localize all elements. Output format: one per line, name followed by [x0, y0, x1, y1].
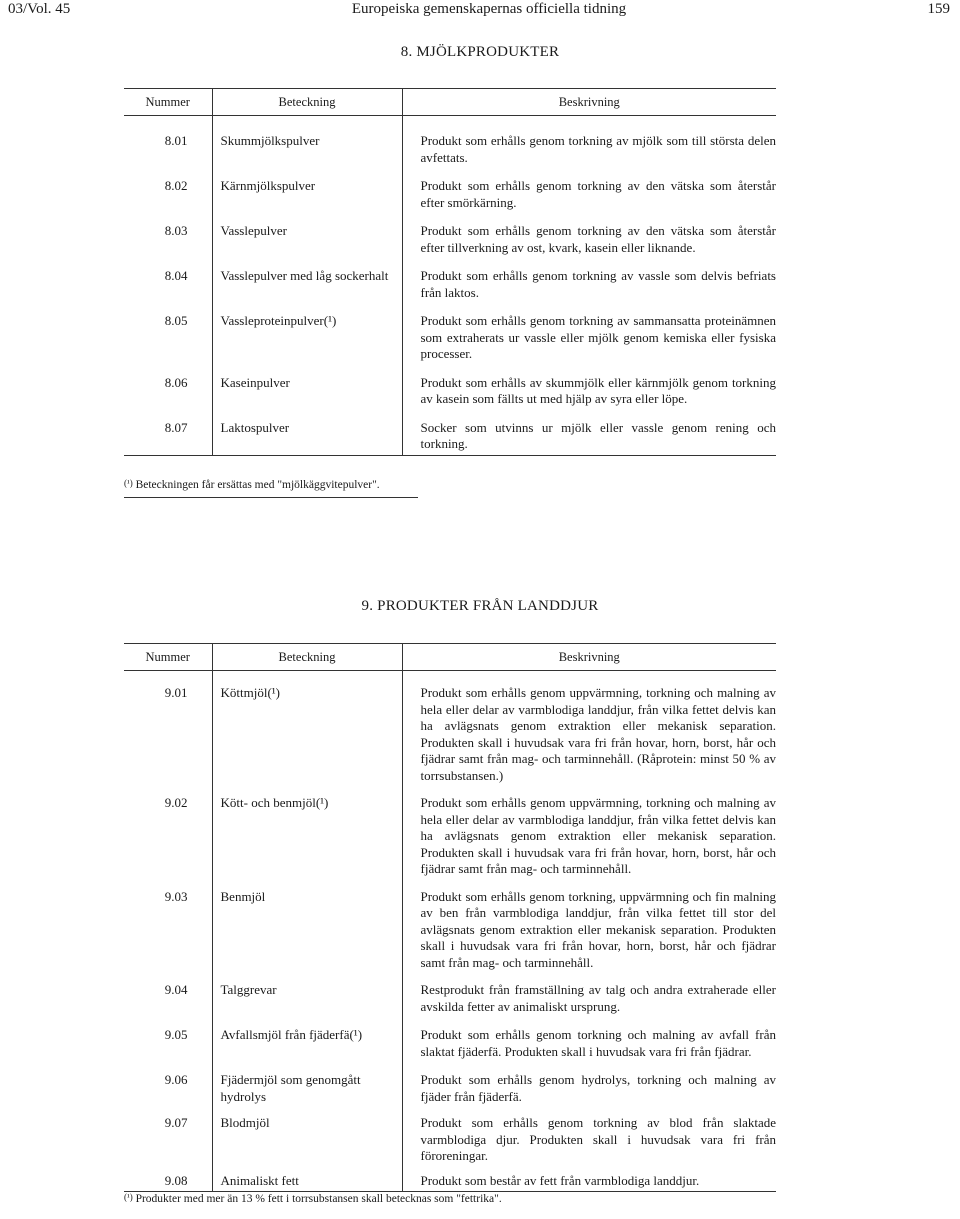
row-designation: Fjädermjöl som genomgått hydrolys	[212, 1060, 402, 1105]
table-row	[124, 116, 776, 167]
row-description: Produkt som erhålls genom torkning, uppvärmning och fin malning av ben från varmblodiga landdjur, från vilka fettet till stor del avlägsnats genom extraktion eller mekanisk separation. Produkten skall i huvudsak vara fri från hovar, horn, borst, hår och fjädrar samt från mag- och tarminnehåll.	[420, 888, 776, 970]
row-description: Produkt som erhålls av skummjölk eller kärnmjölk genom torkning av kasein som fällts ut med hjälp av syra eller löpe.	[420, 374, 776, 406]
footnote-text: Produkter med mer än 13 % fett i torrsubstansen skall betecknas som "fettrika".	[135, 1193, 502, 1205]
row-number: 8.01	[164, 133, 188, 148]
row-description: Socker som utvinns ur mjölk eller vassle genom rening och torkning.	[402, 408, 776, 456]
footnote-mark: (¹)	[124, 1192, 133, 1202]
row-designation: Talggrevar	[212, 971, 402, 1015]
row-description: Produkt som erhålls genom torkning av den vätska som återstår efter tillverkning av ost, kvark, kasein eller liknande.	[420, 223, 776, 255]
table-row	[124, 1060, 776, 1105]
row-description: Produkt som erhålls genom hydrolys, torkning och malning av fjäder från fjäderfä.	[420, 1072, 776, 1104]
table-row	[124, 1015, 776, 1060]
row-designation: Kärnmjölkspulver	[212, 166, 402, 211]
row-number: 8.04	[164, 268, 188, 283]
section-9-table	[124, 643, 776, 1192]
footnote-rule	[124, 497, 418, 498]
column-header-description: Beskrivning	[558, 94, 620, 109]
row-number: 8.02	[164, 178, 188, 193]
row-designation: Blodmjöl	[212, 1105, 402, 1165]
row-description: Produkt som erhålls genom torkning av blod från slaktade varmblodiga djur. Produkten skall i huvudsak vara fri från föroreningar.	[420, 1115, 776, 1163]
row-designation: Benmjöl	[212, 878, 402, 972]
table-row	[124, 971, 776, 1015]
page-header	[8, 0, 960, 26]
column-header-designation: Beteckning	[212, 89, 402, 116]
row-designation: Vassleproteinpulver(¹)	[212, 301, 402, 363]
row-designation: Kött- och benmjöl(¹)	[212, 784, 402, 878]
journal-title: Europeiska gemenskapernas officiella tidning	[351, 1, 627, 17]
table-row	[124, 166, 776, 211]
row-number: 9.03	[164, 888, 188, 904]
row-description: Produkt som erhålls genom torkning av sammansatta proteinämnen som extraherats ur vassle eller mjölk genom kemiska eller fysiska processer.	[420, 313, 776, 361]
table-row	[124, 1165, 776, 1192]
row-number: 9.04	[164, 982, 188, 997]
row-number: 8.05	[164, 313, 188, 328]
section-8-table	[124, 88, 776, 456]
row-number: 9.06	[164, 1072, 188, 1087]
table-row	[124, 256, 776, 301]
table-header-row	[124, 644, 776, 671]
table-row	[124, 878, 776, 972]
row-number: 9.07	[164, 1115, 188, 1130]
footnote-mark: (¹)	[124, 478, 133, 488]
section-9-rows	[124, 671, 776, 1192]
row-designation: Vasslepulver med låg sockerhalt	[212, 256, 402, 301]
row-designation: Laktospulver	[212, 408, 402, 456]
table-row	[124, 408, 776, 456]
table-row	[124, 363, 776, 408]
table-row	[124, 301, 776, 363]
row-designation: Köttmjöl(¹)	[212, 671, 402, 785]
row-description: Produkt som erhålls genom torkning och malning av avfall från slaktat fjäderfä. Produkten skall i huvudsak vara fri från fjädrar.	[420, 1027, 776, 1059]
table-row	[124, 211, 776, 256]
row-designation: Avfallsmjöl från fjäderfä(¹)	[212, 1015, 402, 1060]
row-description: Produkt som erhålls genom uppvärmning, torkning och malning av hela eller delar av varmblodiga landdjur, från vilka fettet delvis kan ha avlägsnats genom extraktion eller mekanisk separation. Produkten skall i huvudsak vara fri från hovar, horn, borst, hår och fjädrar samt från mag- och tarminnehåll. (Råprotein: minst 50 % av torrsubstansen.)	[420, 685, 776, 783]
section-8-footnote	[124, 478, 380, 491]
section-8-rows	[124, 116, 776, 456]
row-description: Produkt som erhålls genom uppvärmning, torkning och malning av hela eller delar av varmblodiga landdjur, från vilka fettet delvis kan ha avlägsnats genom extraktion eller mekanisk separation. Produkten skall i huvudsak vara fri från hovar, horn, borst, hår och fjädrar samt från mag- och tarminnehåll.	[420, 795, 776, 876]
row-description: Produkt som erhålls genom torkning av vassle som delvis befriats från laktos.	[420, 268, 776, 300]
section-9-title: 9. PRODUKTER FRÅN LANDDJUR	[361, 598, 599, 614]
column-header-designation: Beteckning	[212, 644, 402, 671]
column-header-description: Beskrivning	[558, 649, 620, 664]
volume-label: 03/Vol. 45	[8, 1, 71, 17]
row-number: 9.01	[164, 685, 188, 700]
row-number: 9.08	[124, 1165, 212, 1192]
column-header-number: Nummer	[145, 649, 190, 664]
footnote-text: Beteckningen får ersättas med "mjölkäggvitepulver".	[135, 479, 380, 491]
table-header-row	[124, 89, 776, 116]
row-number: 8.03	[164, 223, 188, 238]
table-row	[124, 784, 776, 878]
row-designation: Kaseinpulver	[212, 363, 402, 408]
row-description: Produkt som erhålls genom torkning av mjölk som till största delen avfettats.	[420, 133, 776, 165]
table-row	[124, 1105, 776, 1165]
page-number: 159	[927, 1, 950, 17]
row-designation: Vasslepulver	[212, 211, 402, 256]
row-description: Produkt som består av fett från varmblodiga landdjur.	[402, 1165, 776, 1192]
row-designation: Animaliskt fett	[212, 1165, 402, 1192]
row-description: Restprodukt från framställning av talg och andra extraherade eller avskilda fetter av animaliskt ursprung.	[420, 982, 776, 1014]
row-description: Produkt som erhålls genom torkning av den vätska som återstår efter smörkärning.	[420, 178, 776, 210]
row-number: 8.07	[124, 408, 212, 456]
row-designation: Skummjölkspulver	[212, 116, 402, 167]
section-9-footnote	[124, 1192, 502, 1205]
row-number: 9.02	[164, 795, 188, 810]
column-header-number: Nummer	[145, 94, 190, 109]
row-number: 8.06	[164, 374, 188, 390]
table-row	[124, 671, 776, 785]
row-number: 9.05	[164, 1027, 188, 1042]
section-8-title: 8. MJÖLKPRODUKTER	[400, 44, 560, 60]
